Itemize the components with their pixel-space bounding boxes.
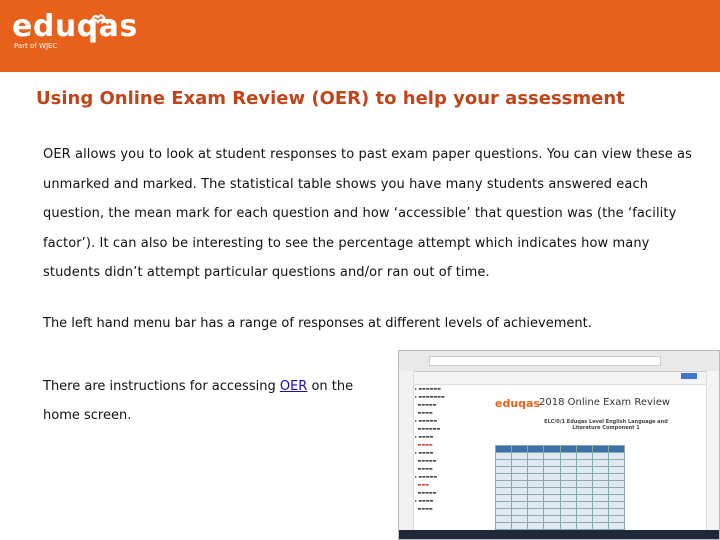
address-bar <box>429 356 661 366</box>
instructions-paragraph <box>43 372 373 430</box>
side-icons <box>399 371 414 540</box>
intro-paragraph <box>43 140 693 288</box>
logo-subtext: Part of WJEC <box>14 42 58 50</box>
screenshot-subtitle: ELC/0/1 Eduqas Level English Language and Literature Component 1 <box>544 419 668 431</box>
intro-line: students didn’t attempt particular questions and/or ran out of time. <box>43 265 490 280</box>
screenshot-content <box>485 385 707 535</box>
statistics-table <box>495 445 625 530</box>
intro-line: unmarked and marked. The statistical table shows you have many students answered each <box>43 176 649 192</box>
eduqas-logo[interactable] <box>12 10 138 50</box>
page-title: Using Online Exam Review (OER) to help your assessment <box>36 88 625 109</box>
menu-bar-paragraph: The left hand menu bar has a range of responses at different levels of achievement. <box>43 316 592 331</box>
toolbar <box>399 372 719 385</box>
response-menu: ▸ ▬▬▬▬▬▬ ▸ ▬▬▬▬▬▬▬ ▬▬▬▬▬ ▬▬▬▬ ▸ ▬▬▬▬▬ ▬▬▬▬▬▬ ▸ ▬▬▬▬ ▬▬▬▬ ▸ ▬▬▬▬ ▬▬▬▬▬ ▬▬▬▬ ▸ ▬▬▬▬▬ ▬▬▬ ▬▬▬▬▬ ▸ ▬▬▬▬ ▬▬▬▬ <box>415 386 445 511</box>
intro-line: factor’). It can also be interesting to see the percentage attempt which indicates how many <box>43 235 650 251</box>
book-icon <box>86 10 110 28</box>
instructions-line-2: home screen. <box>43 408 132 423</box>
intro-line: OER allows you to look at student responses to past exam paper questions. You can view these as <box>43 147 692 162</box>
instructions-line <box>43 372 373 401</box>
intro-line: question, the mean mark for each question and how ‘accessible’ that question was (the ‘facility <box>43 206 677 221</box>
browser-bar <box>399 351 719 372</box>
screenshot-button <box>681 373 697 379</box>
oer-screenshot <box>398 350 720 540</box>
screenshot-title: 2018 Online Exam Review <box>539 397 671 408</box>
oer-link[interactable]: OER <box>279 379 308 394</box>
instructions-text-end: on the <box>307 379 354 394</box>
taskbar <box>399 530 720 539</box>
screenshot-logo: eduqas <box>495 397 541 410</box>
screenshot-scrollbar <box>706 371 719 540</box>
logo-text: eduqas <box>12 9 138 44</box>
header-banner <box>0 0 720 72</box>
instructions-text: There are instructions for accessing <box>43 379 280 394</box>
